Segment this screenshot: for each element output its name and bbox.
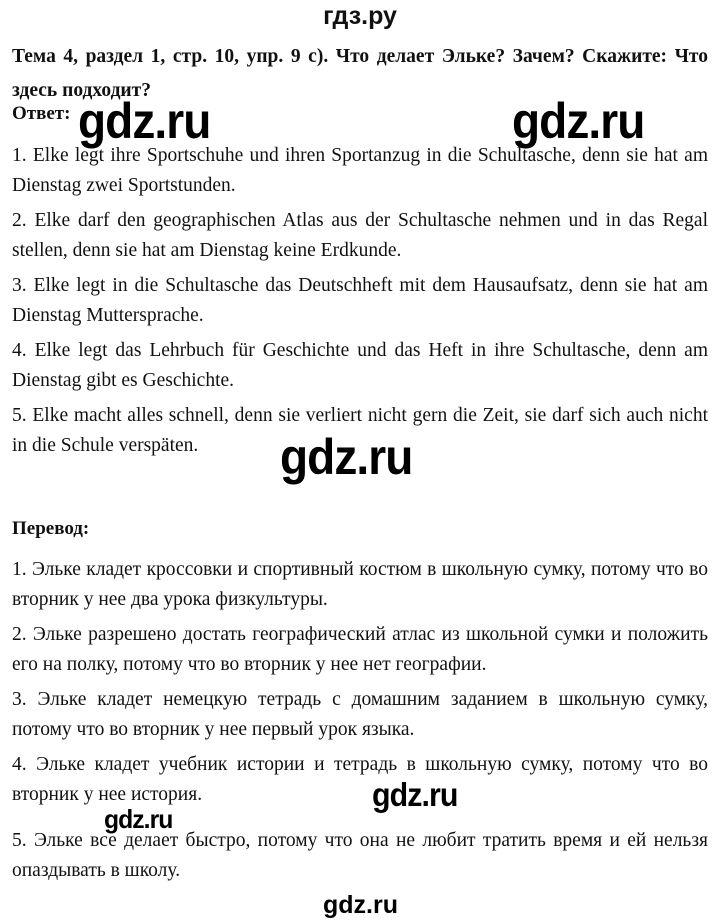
translation-label: Перевод: (12, 518, 90, 539)
watermark: gdz.ru (372, 776, 458, 813)
translation-item: 2. Эльке разрешено достать географический атлас из школьной сумки и положить его на полку, потому что во вторник у нее нет географии. (12, 624, 708, 675)
answer-label: Ответ: (12, 103, 71, 124)
answer-item: 2. Elke darf den geographischen Atlas aus der Schultasche nehmen und in das Regal stellen, denn sie hat am Dienstag keine Erdkunde. (12, 210, 708, 261)
answer-item: 4. Elke legt das Lehrbuch für Geschichte und das Heft in ihre Schultasche, denn am Dienstag gibt es Geschichte. (12, 340, 708, 391)
watermark: gdz.ru (78, 93, 211, 149)
answer-item: 1. Elke legt ihre Sportschuhe und ihren Sportanzug in die Schultasche, denn sie hat am Dienstag zwei Sportstunden. (12, 145, 708, 196)
watermark: gdz.ru (280, 429, 413, 485)
answer-item: 5. Elke macht alles schnell, denn sie verliert nicht gern die Zeit, sie darf sich auch nicht in die Schule verspäten. (12, 405, 708, 456)
watermark: gdz.ru (104, 804, 173, 834)
translation-item: 4. Эльке кладет учебник истории и тетрадь в школьную сумку, потому что во вторник у нее история. (12, 754, 708, 805)
site-logo[interactable]: гдз.ру (323, 2, 397, 30)
translation-item: 1. Эльке кладет кроссовки и спортивный костюм в школьную сумку, потому что во вторник у нее два урока физкультуры. (12, 559, 708, 610)
translation-item: 5. Эльке все делает быстро, потому что она не любит тратить время и ей нельзя опаздывать в школу. (12, 830, 708, 881)
task-title: Тема 4, раздел 1, стр. 10, упр. 9 с). Что делает Эльке? Зачем? Скажите: Что здесь подходит? (12, 46, 708, 101)
footer-watermark: gdz.ru (323, 891, 398, 919)
translation-item: 3. Эльке кладет немецкую тетрадь с домашним заданием в школьную сумку, потому что во вторник у нее первый урок языка. (12, 689, 708, 740)
watermark: gdz.ru (512, 93, 645, 149)
answer-item: 3. Elke legt in die Schultasche das Deutschheft mit dem Hausaufsatz, denn sie hat am Dienstag Muttersprache. (12, 275, 708, 326)
